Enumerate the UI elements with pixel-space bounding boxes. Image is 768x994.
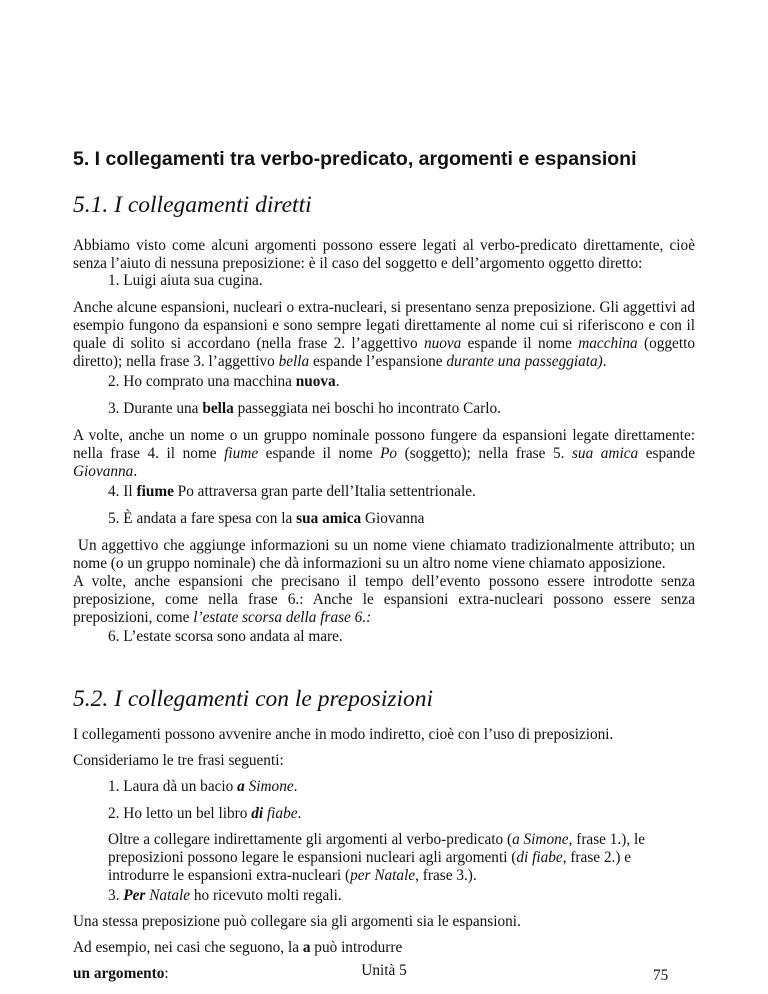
prep-explanation-note: Oltre a collegare indirettamente gli argomenti al verbo-predicato (a Simone, frase 1.), le preposizioni possono legare le espansioni nucleari agli argomenti (di fiabe, frase 2.) e introdurre le espansioni extra-nucleari (per Natale, frase 3.).	[108, 831, 646, 884]
section-heading-5-2: 5.2. I collegamenti con le preposizioni	[73, 686, 434, 712]
section-heading-5-1: 5.1. I collegamenti diretti	[73, 192, 312, 218]
prep-example-1: 1. Laura dà un bacio a Simone.	[108, 778, 298, 795]
paragraph-attribute-apposition: Un aggettivo che aggiunge informazioni su un nome viene chiamato tradizionalmente attributo; un nome (o un gruppo nominale) che dà informazioni su un altro nome viene chiamato apposizione.	[73, 537, 699, 572]
chapter-title: 5. I collegamenti tra verbo-predicato, argomenti e espansioni	[73, 148, 637, 170]
paragraph-nominal-expansions: A volte, anche un nome o un gruppo nominale possono fungere da espansioni legate direttamente: nella frase 4. il nome fiume espande il nome Po (soggetto); nella frase 5. sua amica espande Giovanna.	[73, 427, 695, 480]
prep-example-3: 3. Per Natale ho ricevuto molti regali.	[108, 887, 342, 904]
example-sentence-5: 5. È andata a fare spesa con la sua amica Giovanna	[108, 510, 425, 527]
example-sentence-2: 2. Ho comprato una macchina nuova.	[108, 373, 340, 390]
paragraph-time-expansions: A volte, anche espansioni che precisano il tempo dell’evento possono essere introdotte senza preposizione, come nella frase 6.: Anche le espansioni extra-nucleari possono essere senza preposizioni, come l’estate scorsa della frase 6.:	[73, 573, 695, 626]
paragraph-adjectives: Anche alcune espansioni, nucleari o extra-nucleari, si presentano senza preposizione. Gli aggettivi ad esempio fungono da espansioni e sono sempre legati direttamente al nome cui si riferiscono e con il quale di solito si accordano (nella frase 2. l’aggettivo nuova espande il nome macchina (oggetto diretto); nella frase 3. l’aggettivo bella espande l’espansione durante una passeggiata).	[73, 299, 695, 370]
paragraph-argument-label: un argomento:	[73, 965, 169, 982]
example-sentence-4: 4. Il fiume Po attraversa gran parte dell’Italia settentrionale.	[108, 483, 476, 500]
example-sentence-6: 6. L’estate scorsa sono andata al mare.	[108, 628, 343, 645]
page-number: 75	[653, 967, 669, 984]
paragraph-for-example: Ad esempio, nei casi che seguono, la a può introdurre	[73, 939, 403, 956]
example-sentence-1: 1. Luigi aiuta sua cugina.	[108, 272, 263, 289]
paragraph-indirect-links: I collegamenti possono avvenire anche in modo indiretto, cioè con l’uso di preposizioni.	[73, 726, 614, 743]
paragraph-consider: Consideriamo le tre frasi seguenti:	[73, 752, 284, 769]
paragraph-same-preposition: Una stessa preposizione può collegare sia gli argomenti sia le espansioni.	[73, 913, 521, 930]
paragraph-intro: Abbiamo visto come alcuni argomenti possono essere legati al verbo-predicato direttamente, cioè senza l’aiuto di nessuna preposizione: è il caso del soggetto e dell’argomento oggetto diretto:	[73, 237, 695, 272]
example-sentence-3: 3. Durante una bella passeggiata nei boschi ho incontrato Carlo.	[108, 400, 501, 417]
footer-unit-label: Unità 5	[361, 962, 407, 979]
prep-example-2: 2. Ho letto un bel libro di fiabe.	[108, 805, 302, 822]
